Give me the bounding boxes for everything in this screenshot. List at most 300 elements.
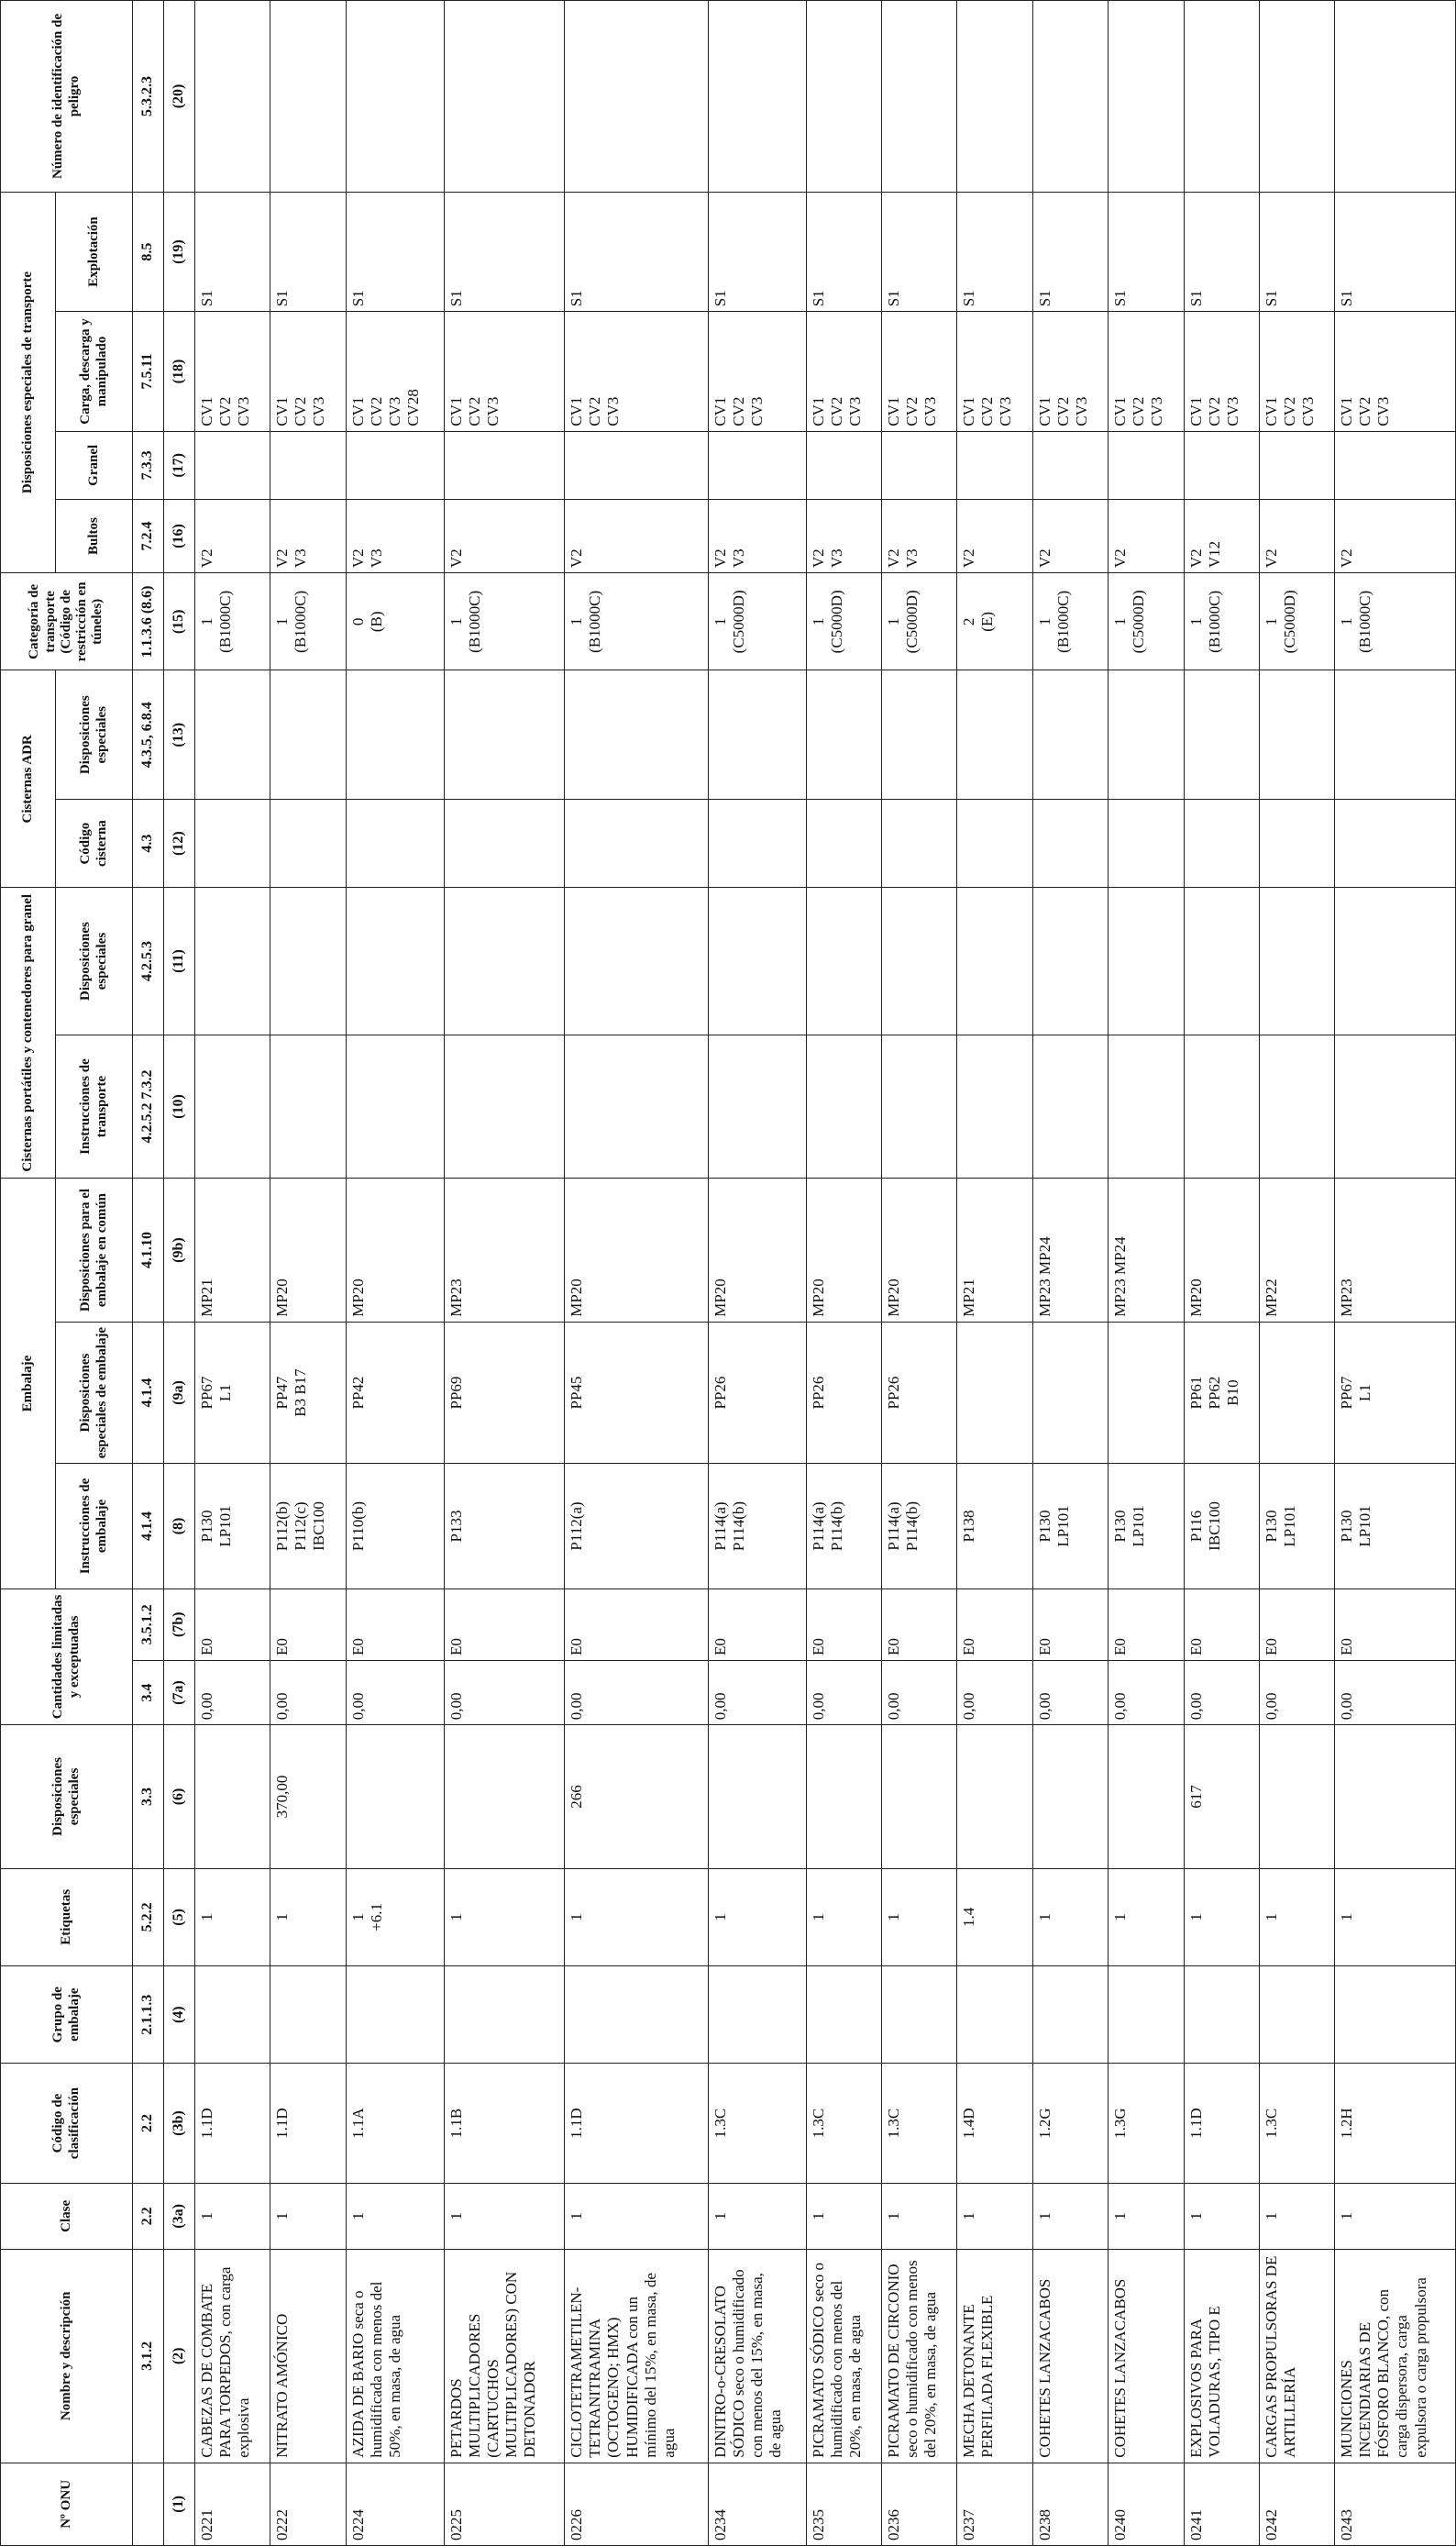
cell-line: PP47 bbox=[273, 1376, 292, 1410]
cell-numero-peligro bbox=[444, 1, 565, 193]
cell-line: (C5000D) bbox=[1130, 590, 1148, 654]
cell-line: CV2 bbox=[1356, 396, 1374, 426]
cell-line: CV3 bbox=[385, 396, 403, 426]
cell-codigo-cisterna bbox=[806, 799, 881, 887]
cell-disp-esp-embalaje bbox=[195, 1322, 270, 1463]
cell-line: 1 bbox=[884, 617, 902, 626]
cell-line: CV1 bbox=[711, 396, 729, 426]
cell-disp-esp-adr bbox=[270, 670, 346, 799]
cell-etiquetas bbox=[881, 1868, 956, 1965]
cell-line: CV2 bbox=[827, 396, 845, 426]
cell-codigo-cisterna bbox=[708, 799, 806, 887]
cell-carga-descarga bbox=[806, 312, 881, 431]
header-instrucciones-transporte: Instrucciones de transporte bbox=[56, 1035, 133, 1179]
cell-bultos bbox=[1184, 499, 1259, 572]
cell-instrucciones-transporte bbox=[270, 1035, 346, 1179]
cell-disp-embalaje-comun: MP23 MP24 bbox=[1032, 1179, 1108, 1323]
cell-name: AZIDA DE BARIO seca o humidificada con menos del 50%, en masa, de agua bbox=[346, 2249, 444, 2463]
cell-explotacion: S1 bbox=[1109, 192, 1184, 311]
cell-disposiciones-especiales bbox=[806, 1725, 881, 1869]
cell-categoria-transporte bbox=[1109, 573, 1184, 670]
cell-codigo: 1.1D bbox=[270, 2064, 346, 2183]
cell-cantidad-exceptuada: E0 bbox=[957, 1588, 1032, 1660]
reference-cell: 3.5.1.2 bbox=[133, 1588, 164, 1660]
cell-line: V2 bbox=[1111, 548, 1130, 569]
cell-disp-esp-adr bbox=[1109, 670, 1184, 799]
header-cantidades: Cantidades limitadas y exceptuadas bbox=[1, 1588, 133, 1724]
cell-line: CV1 bbox=[809, 396, 827, 426]
cell-disp-esp-adr bbox=[195, 670, 270, 799]
header-granel: Granel bbox=[56, 431, 133, 499]
reference-cell: 4.1.4 bbox=[133, 1464, 164, 1588]
cell-line: P138 bbox=[960, 1510, 978, 1543]
reference-cell: 4.2.5.2 7.3.2 bbox=[133, 1035, 164, 1179]
cell-line: (C5000D) bbox=[729, 590, 747, 654]
cell-granel bbox=[881, 431, 956, 499]
cell-granel bbox=[1335, 431, 1456, 499]
header-categoria-transporte: Categoría de transporte (Código de restricción en túneles) bbox=[1, 573, 133, 670]
table-row bbox=[444, 1, 565, 2546]
column-number-cell: (15) bbox=[164, 573, 195, 670]
reference-cell: 4.1.4 bbox=[133, 1322, 164, 1463]
cell-clase: 1 bbox=[565, 2183, 708, 2249]
cell-carga-descarga bbox=[346, 312, 444, 431]
cell-line: CV3 bbox=[483, 396, 502, 426]
cell-disp-esp-embalaje bbox=[957, 1322, 1032, 1463]
cell-line: CV1 bbox=[273, 396, 292, 426]
reference-cell: 4.3.5, 6.8.4 bbox=[133, 670, 164, 799]
cell-disp-esp-cisternas bbox=[270, 888, 346, 1035]
cell-line: V2 bbox=[568, 548, 586, 569]
cell-bultos bbox=[270, 499, 346, 572]
cell-cantidad-limitada: 0,00 bbox=[195, 1660, 270, 1724]
cell-line: V2 bbox=[711, 548, 729, 569]
cell-disp-embalaje-comun: MP22 bbox=[1259, 1179, 1334, 1323]
cell-line: V3 bbox=[903, 548, 921, 569]
cell-disp-esp-embalaje bbox=[881, 1322, 956, 1463]
cell-line: 0 bbox=[348, 617, 367, 626]
cell-line: LP101 bbox=[1356, 1505, 1374, 1547]
cell-instrucciones-transporte bbox=[957, 1035, 1032, 1179]
cell-codigo: 1.1D bbox=[565, 2064, 708, 2183]
cell-disposiciones-especiales bbox=[346, 1725, 444, 1869]
cell-bultos bbox=[1109, 499, 1184, 572]
cell-instrucciones-embalaje bbox=[270, 1464, 346, 1588]
cell-line: V2 bbox=[198, 548, 215, 569]
column-number-cell: (16) bbox=[164, 499, 195, 572]
column-number-cell: (20) bbox=[164, 1, 195, 193]
cell-disp-esp-cisternas bbox=[881, 888, 956, 1035]
reference-cell: 5.3.2.3 bbox=[133, 1, 164, 193]
cell-line: IBC100 bbox=[1205, 1501, 1223, 1551]
cell-bultos bbox=[195, 499, 270, 572]
header-cisternas-portatiles: Cisternas portátiles y contenedores para granel bbox=[1, 888, 56, 1179]
cell-instrucciones-embalaje bbox=[444, 1464, 565, 1588]
table-row bbox=[806, 1, 881, 2546]
cell-disp-esp-cisternas bbox=[1259, 888, 1334, 1035]
cell-disposiciones-especiales bbox=[881, 1725, 956, 1869]
header-bultos: Bultos bbox=[56, 499, 133, 572]
cell-line: 1 bbox=[711, 1913, 729, 1921]
cell-line: CV3 bbox=[845, 396, 864, 426]
cell-line: V12 bbox=[1205, 540, 1223, 569]
cell-cantidad-exceptuada: E0 bbox=[881, 1588, 956, 1660]
cell-name: CABEZAS DE COMBATE PARA TORPEDOS, con carga explosiva bbox=[195, 2249, 270, 2463]
cell-onu: 0225 bbox=[444, 2463, 565, 2545]
cell-instrucciones-transporte bbox=[1109, 1035, 1184, 1179]
cell-line: CV1 bbox=[447, 396, 465, 426]
cell-numero-peligro bbox=[1335, 1, 1456, 193]
cell-disp-esp-embalaje bbox=[1109, 1322, 1184, 1463]
cell-disp-esp-cisternas bbox=[1032, 888, 1108, 1035]
cell-carga-descarga bbox=[708, 312, 806, 431]
cell-instrucciones-transporte bbox=[1184, 1035, 1259, 1179]
cell-grupo bbox=[881, 1966, 956, 2064]
cell-etiquetas bbox=[195, 1868, 270, 1965]
header-explotacion: Explotación bbox=[56, 192, 133, 311]
cell-line: V2 bbox=[447, 548, 465, 569]
cell-line: PP67 bbox=[198, 1376, 215, 1410]
cell-line: V2 bbox=[1035, 548, 1053, 569]
cell-instrucciones-embalaje bbox=[565, 1464, 708, 1588]
cell-disposiciones-especiales bbox=[1335, 1725, 1456, 1869]
cell-instrucciones-embalaje bbox=[1335, 1464, 1456, 1588]
cell-codigo: 1.1B bbox=[444, 2064, 565, 2183]
cell-line: LP101 bbox=[1280, 1505, 1298, 1547]
cell-cantidad-exceptuada: E0 bbox=[346, 1588, 444, 1660]
column-number-cell: (13) bbox=[164, 670, 195, 799]
cell-disp-esp-cisternas bbox=[806, 888, 881, 1035]
column-number-cell: (17) bbox=[164, 431, 195, 499]
cell-disp-esp-embalaje bbox=[1259, 1322, 1334, 1463]
column-number-cell: (7b) bbox=[164, 1588, 195, 1660]
cell-onu: 0236 bbox=[881, 2463, 956, 2545]
cell-categoria-transporte bbox=[1259, 573, 1334, 670]
cell-clase: 1 bbox=[270, 2183, 346, 2249]
cell-disp-esp-embalaje bbox=[1184, 1322, 1259, 1463]
reference-cell: 8.5 bbox=[133, 192, 164, 311]
table-row bbox=[565, 1, 708, 2546]
cell-disp-esp-embalaje bbox=[444, 1322, 565, 1463]
header-name: Nombre y descripción bbox=[1, 2249, 133, 2463]
cell-disposiciones-especiales bbox=[444, 1725, 565, 1869]
cell-disp-esp-embalaje bbox=[270, 1322, 346, 1463]
column-number-cell: (19) bbox=[164, 192, 195, 311]
cell-grupo bbox=[1109, 1966, 1184, 2064]
cell-etiquetas bbox=[957, 1868, 1032, 1965]
cell-disposiciones-especiales bbox=[195, 1725, 270, 1869]
cell-codigo: 1.3C bbox=[881, 2064, 956, 2183]
reference-cell: 4.3 bbox=[133, 799, 164, 887]
cell-line: CV2 bbox=[292, 396, 310, 426]
column-number-cell: (1) bbox=[164, 2463, 195, 2545]
column-number-cell: (6) bbox=[164, 1725, 195, 1869]
cell-line: 1 bbox=[568, 1913, 586, 1921]
cell-disposiciones-especiales bbox=[708, 1725, 806, 1869]
cell-line: (B1000C) bbox=[292, 590, 310, 653]
cell-onu: 0238 bbox=[1032, 2463, 1108, 2545]
cell-disposiciones-especiales: 617 bbox=[1184, 1725, 1259, 1869]
cell-numero-peligro bbox=[881, 1, 956, 193]
header-numero-peligro: Número de identificación de peligro bbox=[1, 1, 133, 193]
cell-onu: 0235 bbox=[806, 2463, 881, 2545]
cell-numero-peligro bbox=[1109, 1, 1184, 193]
cell-instrucciones-transporte bbox=[346, 1035, 444, 1179]
cell-cantidad-limitada: 0,00 bbox=[708, 1660, 806, 1724]
cell-line: P130 bbox=[198, 1510, 215, 1543]
cell-line: CV1 bbox=[1262, 396, 1280, 426]
cell-disp-embalaje-comun: MP23 MP24 bbox=[1109, 1179, 1184, 1323]
cell-etiquetas bbox=[708, 1868, 806, 1965]
cell-instrucciones-transporte bbox=[708, 1035, 806, 1179]
cell-disposiciones-especiales bbox=[1259, 1725, 1334, 1869]
cell-clase: 1 bbox=[1109, 2183, 1184, 2249]
cell-name: EXPLOSIVOS PARA VOLADURAS, TIPO E bbox=[1184, 2249, 1259, 2463]
cell-cantidad-exceptuada: E0 bbox=[270, 1588, 346, 1660]
cell-grupo bbox=[1032, 1966, 1108, 2064]
cell-line: B10 bbox=[1223, 1379, 1241, 1406]
cell-line: V2 bbox=[348, 548, 367, 569]
cell-line: L1 bbox=[216, 1384, 235, 1401]
cell-disp-esp-adr bbox=[957, 670, 1032, 799]
cell-line: 1 bbox=[198, 617, 215, 626]
cell-cantidad-limitada: 0,00 bbox=[346, 1660, 444, 1724]
cell-line: P130 bbox=[1338, 1510, 1356, 1543]
table-row bbox=[957, 1, 1032, 2546]
cell-carga-descarga bbox=[881, 312, 956, 431]
cell-numero-peligro bbox=[565, 1, 708, 193]
cell-line: 1 bbox=[711, 617, 729, 626]
cell-clase: 1 bbox=[195, 2183, 270, 2249]
cell-line: 1 bbox=[198, 1913, 215, 1921]
cell-granel bbox=[565, 431, 708, 499]
cell-bultos bbox=[708, 499, 806, 572]
column-number-cell: (12) bbox=[164, 799, 195, 887]
cell-granel bbox=[195, 431, 270, 499]
cell-etiquetas bbox=[346, 1868, 444, 1965]
cell-explotacion: S1 bbox=[346, 192, 444, 311]
table-row bbox=[1335, 1, 1456, 2546]
cell-instrucciones-transporte bbox=[1032, 1035, 1108, 1179]
cell-categoria-transporte bbox=[346, 573, 444, 670]
cell-name: PETARDOS MULTIPLICADORES (CARTUCHOS MULTIPLICADORES) CON DETONADOR bbox=[444, 2249, 565, 2463]
cell-line: (B1000C) bbox=[1356, 590, 1374, 653]
cell-codigo-cisterna bbox=[1259, 799, 1334, 887]
cell-disp-esp-cisternas bbox=[708, 888, 806, 1035]
column-number-cell: (9a) bbox=[164, 1322, 195, 1463]
cell-line: CV3 bbox=[235, 396, 253, 426]
cell-cantidad-limitada: 0,00 bbox=[1109, 1660, 1184, 1724]
cell-codigo: 1.3C bbox=[1259, 2064, 1334, 2183]
header-disposiciones-especiales: Disposiciones especiales bbox=[1, 1725, 133, 1869]
cell-granel bbox=[444, 431, 565, 499]
cell-line: 1 bbox=[348, 1913, 367, 1921]
cell-grupo bbox=[444, 1966, 565, 2064]
cell-disposiciones-especiales: 370,00 bbox=[270, 1725, 346, 1869]
cell-onu: 0226 bbox=[565, 2463, 708, 2545]
table-row bbox=[1259, 1, 1334, 2546]
cell-granel bbox=[346, 431, 444, 499]
cell-codigo: 1.1A bbox=[346, 2064, 444, 2183]
reference-cell: 4.2.5.3 bbox=[133, 888, 164, 1035]
cell-instrucciones-embalaje bbox=[806, 1464, 881, 1588]
cell-codigo: 1.2G bbox=[1032, 2064, 1108, 2183]
cell-line: PP62 bbox=[1205, 1376, 1223, 1410]
cell-line: CV2 bbox=[729, 396, 747, 426]
cell-instrucciones-embalaje bbox=[346, 1464, 444, 1588]
cell-name: COHETES LANZACABOS bbox=[1109, 2249, 1184, 2463]
cell-line: V3 bbox=[292, 548, 310, 569]
header-codigo: Código de clasificación bbox=[1, 2064, 133, 2183]
cell-categoria-transporte bbox=[708, 573, 806, 670]
cell-disp-esp-adr bbox=[1335, 670, 1456, 799]
cell-line: P133 bbox=[447, 1510, 465, 1543]
cell-line: 1 bbox=[447, 1913, 465, 1921]
cell-explotacion: S1 bbox=[1184, 192, 1259, 311]
cell-line: 1 bbox=[568, 617, 586, 626]
cell-cantidad-exceptuada: E0 bbox=[1109, 1588, 1184, 1660]
header-disp-esp-adr: Disposiciones especiales bbox=[56, 670, 133, 799]
cell-line: P116 bbox=[1186, 1510, 1205, 1543]
cell-name: NITRATO AMÓNICO bbox=[270, 2249, 346, 2463]
cell-instrucciones-transporte bbox=[806, 1035, 881, 1179]
cell-disp-esp-cisternas bbox=[1109, 888, 1184, 1035]
cell-codigo: 1.1D bbox=[1184, 2064, 1259, 2183]
column-number-cell: (11) bbox=[164, 888, 195, 1035]
header-cisternas-adr: Cisternas ADR bbox=[1, 670, 56, 888]
cell-codigo-cisterna bbox=[957, 799, 1032, 887]
cell-line: (C5000D) bbox=[827, 590, 845, 654]
cell-disposiciones-especiales bbox=[957, 1725, 1032, 1869]
column-number-cell: (5) bbox=[164, 1868, 195, 1965]
cell-line: CV1 bbox=[1338, 396, 1356, 426]
cell-disp-esp-adr bbox=[565, 670, 708, 799]
cell-instrucciones-embalaje bbox=[1184, 1464, 1259, 1588]
cell-disp-embalaje-comun: MP20 bbox=[708, 1179, 806, 1323]
cell-name: PICRAMATO DE CIRCONIO seco o humidificado con menos del 20%, en masa, de agua bbox=[881, 2249, 956, 2463]
cell-clase: 1 bbox=[444, 2183, 565, 2249]
cell-line: 1 bbox=[1035, 617, 1053, 626]
cell-instrucciones-transporte bbox=[195, 1035, 270, 1179]
header-grupo: Grupo de embalaje bbox=[1, 1966, 133, 2064]
cell-grupo bbox=[195, 1966, 270, 2064]
header-disposiciones-transporte: Disposiciones especiales de transporte bbox=[1, 192, 56, 572]
cell-codigo-cisterna bbox=[195, 799, 270, 887]
cell-line: CV3 bbox=[1223, 396, 1241, 426]
cell-cantidad-limitada: 0,00 bbox=[444, 1660, 565, 1724]
reference-cell: 2.1.1.3 bbox=[133, 1966, 164, 2064]
cell-line: P110(b) bbox=[348, 1500, 367, 1552]
cell-etiquetas bbox=[444, 1868, 565, 1965]
table-row bbox=[195, 1, 270, 2546]
cell-line: V2 bbox=[884, 548, 902, 569]
cell-line: CV2 bbox=[903, 396, 921, 426]
cell-line: CV3 bbox=[1072, 396, 1090, 426]
cell-granel bbox=[1109, 431, 1184, 499]
cell-disp-esp-embalaje bbox=[565, 1322, 708, 1463]
column-number-cell: (3a) bbox=[164, 2183, 195, 2249]
cell-disp-esp-adr bbox=[806, 670, 881, 799]
cell-carga-descarga bbox=[1184, 312, 1259, 431]
cell-etiquetas bbox=[1184, 1868, 1259, 1965]
cell-bultos bbox=[806, 499, 881, 572]
cell-carga-descarga bbox=[957, 312, 1032, 431]
cell-disp-esp-embalaje bbox=[708, 1322, 806, 1463]
cell-explotacion: S1 bbox=[806, 192, 881, 311]
cell-line: (B) bbox=[367, 611, 385, 633]
cell-line: CV3 bbox=[604, 396, 623, 426]
cell-explotacion: S1 bbox=[1335, 192, 1456, 311]
cell-line: 1 bbox=[1186, 1913, 1205, 1921]
cell-numero-peligro bbox=[1032, 1, 1108, 193]
cell-line: P112(b) bbox=[273, 1500, 292, 1552]
cell-categoria-transporte bbox=[444, 573, 565, 670]
cell-cantidad-limitada: 0,00 bbox=[957, 1660, 1032, 1724]
cell-disp-embalaje-comun: MP20 bbox=[270, 1179, 346, 1323]
cell-etiquetas bbox=[270, 1868, 346, 1965]
cell-cantidad-exceptuada: E0 bbox=[1184, 1588, 1259, 1660]
cell-bultos bbox=[957, 499, 1032, 572]
cell-disp-esp-embalaje bbox=[1032, 1322, 1108, 1463]
cell-codigo: 1.3C bbox=[708, 2064, 806, 2183]
table-row bbox=[708, 1, 806, 2546]
cell-onu: 0240 bbox=[1109, 2463, 1184, 2545]
reference-cell: 7.5.11 bbox=[133, 312, 164, 431]
cell-line: P114(b) bbox=[827, 1500, 845, 1552]
cell-etiquetas bbox=[1032, 1868, 1108, 1965]
cell-line: CV1 bbox=[198, 396, 215, 426]
cell-line: (B1000C) bbox=[1053, 590, 1072, 653]
cell-line: PP42 bbox=[348, 1376, 367, 1410]
cell-carga-descarga bbox=[270, 312, 346, 431]
cell-line: PP61 bbox=[1186, 1376, 1205, 1410]
cell-line: P130 bbox=[1035, 1510, 1053, 1543]
cell-line: CV3 bbox=[1374, 396, 1393, 426]
cell-codigo-cisterna bbox=[346, 799, 444, 887]
cell-line: 1 bbox=[1035, 1913, 1053, 1921]
cell-cantidad-limitada: 0,00 bbox=[806, 1660, 881, 1724]
cell-etiquetas bbox=[1109, 1868, 1184, 1965]
cell-instrucciones-embalaje bbox=[708, 1464, 806, 1588]
cell-carga-descarga bbox=[195, 312, 270, 431]
cell-line: CV1 bbox=[960, 396, 978, 426]
cell-disp-embalaje-comun: MP20 bbox=[806, 1179, 881, 1323]
cell-line: CV3 bbox=[1148, 396, 1166, 426]
cell-numero-peligro bbox=[346, 1, 444, 193]
cell-disp-esp-adr bbox=[1184, 670, 1259, 799]
cell-line: 1 bbox=[1111, 1913, 1130, 1921]
cell-onu: 0242 bbox=[1259, 2463, 1334, 2545]
cell-cantidad-exceptuada: E0 bbox=[444, 1588, 565, 1660]
cell-explotacion: S1 bbox=[444, 192, 565, 311]
column-number-cell: (4) bbox=[164, 1966, 195, 2064]
cell-line: CV3 bbox=[747, 396, 766, 426]
cell-carga-descarga bbox=[1032, 312, 1108, 431]
cell-line: CV1 bbox=[1111, 396, 1130, 426]
cell-cantidad-limitada: 0,00 bbox=[1032, 1660, 1108, 1724]
cell-categoria-transporte bbox=[565, 573, 708, 670]
cell-instrucciones-embalaje bbox=[195, 1464, 270, 1588]
table-body bbox=[133, 1, 1456, 2546]
cell-disp-esp-embalaje bbox=[806, 1322, 881, 1463]
column-number-cell: (7a) bbox=[164, 1660, 195, 1724]
cell-clase: 1 bbox=[346, 2183, 444, 2249]
cell-cantidad-exceptuada: E0 bbox=[1259, 1588, 1334, 1660]
reference-cell: 1.1.3.6 (8.6) bbox=[133, 573, 164, 670]
cell-categoria-transporte bbox=[1184, 573, 1259, 670]
cell-disp-embalaje-comun: MP20 bbox=[881, 1179, 956, 1323]
cell-numero-peligro bbox=[957, 1, 1032, 193]
